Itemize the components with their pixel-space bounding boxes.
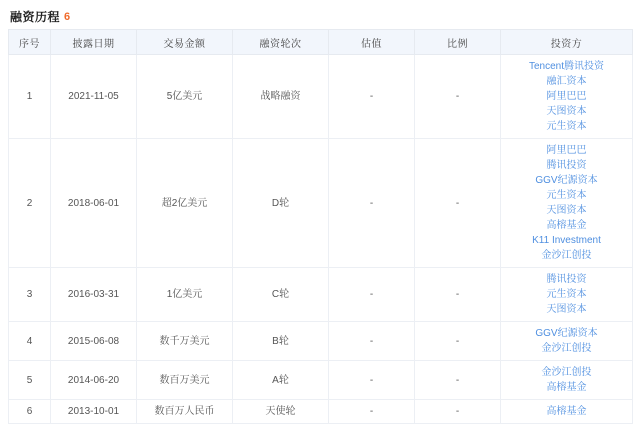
funding-history-table	[8, 29, 633, 424]
investor-link[interactable]: 高榕基金	[546, 382, 587, 393]
record-count-badge: 6	[64, 10, 71, 23]
cell-valuation: -	[329, 322, 415, 361]
cell-amount: 数百万美元	[137, 361, 233, 400]
investor-link[interactable]: GGV纪源资本	[535, 175, 598, 186]
cell-index: 5	[9, 361, 51, 400]
cell-round: C轮	[233, 268, 329, 322]
cell-round: 战略融资	[233, 55, 329, 139]
cell-valuation: -	[329, 400, 415, 424]
cell-valuation: -	[329, 55, 415, 139]
investor-link[interactable]: 元生资本	[546, 289, 587, 300]
cell-amount: 数千万美元	[137, 322, 233, 361]
cell-date: 2018-06-01	[51, 139, 137, 268]
cell-date: 2014-06-20	[51, 361, 137, 400]
cell-ratio: -	[415, 361, 501, 400]
cell-investors	[501, 139, 633, 268]
cell-date: 2015-06-08	[51, 322, 137, 361]
table-header	[9, 30, 633, 55]
investor-link[interactable]: 腾讯投资	[546, 274, 587, 285]
cell-round: D轮	[233, 139, 329, 268]
table-row	[9, 268, 633, 322]
investor-link[interactable]: 金沙江创投	[541, 343, 592, 354]
table-row	[9, 55, 633, 139]
cell-ratio: -	[415, 400, 501, 424]
cell-index: 3	[9, 268, 51, 322]
cell-investors	[501, 400, 633, 424]
cell-index: 1	[9, 55, 51, 139]
column-header-investors: 投资方	[501, 30, 633, 55]
table-row	[9, 400, 633, 424]
investor-link[interactable]: 天图资本	[546, 106, 587, 117]
cell-round: 天使轮	[233, 400, 329, 424]
table-row	[9, 139, 633, 268]
investor-link[interactable]: 腾讯投资	[546, 160, 587, 171]
cell-round: B轮	[233, 322, 329, 361]
column-header-index: 序号	[9, 30, 51, 55]
cell-ratio: -	[415, 55, 501, 139]
investor-link[interactable]: K11 Investment	[532, 235, 601, 246]
column-header-round: 融资轮次	[233, 30, 329, 55]
investor-link[interactable]: 天图资本	[546, 304, 587, 315]
investor-link[interactable]: 金沙江创投	[541, 367, 592, 378]
column-header-ratio: 比例	[415, 30, 501, 55]
table-row	[9, 322, 633, 361]
cell-amount: 5亿美元	[137, 55, 233, 139]
investor-link[interactable]: Tencent腾讯投资	[528, 61, 605, 72]
cell-amount: 1亿美元	[137, 268, 233, 322]
cell-index: 4	[9, 322, 51, 361]
column-header-valuation: 估值	[329, 30, 415, 55]
cell-investors	[501, 268, 633, 322]
cell-date: 2021-11-05	[51, 55, 137, 139]
investor-link[interactable]: GGV纪源资本	[535, 328, 598, 339]
investor-link[interactable]: 阿里巴巴	[546, 91, 587, 102]
cell-ratio: -	[415, 139, 501, 268]
cell-ratio: -	[415, 322, 501, 361]
cell-investors	[501, 322, 633, 361]
cell-amount: 数百万人民币	[137, 400, 233, 424]
investor-link[interactable]: 融汇资本	[546, 76, 587, 87]
cell-date: 2013-10-01	[51, 400, 137, 424]
cell-round: A轮	[233, 361, 329, 400]
table-row	[9, 361, 633, 400]
cell-index: 2	[9, 139, 51, 268]
cell-valuation: -	[329, 139, 415, 268]
column-header-date: 披露日期	[51, 30, 137, 55]
cell-ratio: -	[415, 268, 501, 322]
investor-link[interactable]: 元生资本	[546, 190, 587, 201]
cell-investors	[501, 55, 633, 139]
investor-link[interactable]: 高榕基金	[546, 406, 587, 417]
column-header-amount: 交易金额	[137, 30, 233, 55]
cell-amount: 超2亿美元	[137, 139, 233, 268]
investor-link[interactable]: 天图资本	[546, 205, 587, 216]
table-header-row	[9, 30, 633, 55]
cell-valuation: -	[329, 268, 415, 322]
section-header	[8, 6, 632, 29]
investor-link[interactable]: 元生资本	[546, 121, 587, 132]
investor-link[interactable]: 金沙江创投	[541, 250, 592, 261]
page-title: 融资历程	[10, 10, 61, 24]
investor-link[interactable]: 阿里巴巴	[546, 145, 587, 156]
table-body	[9, 55, 633, 424]
cell-investors	[501, 361, 633, 400]
cell-index: 6	[9, 400, 51, 424]
investor-link[interactable]: 高榕基金	[546, 220, 587, 231]
cell-valuation: -	[329, 361, 415, 400]
cell-date: 2016-03-31	[51, 268, 137, 322]
